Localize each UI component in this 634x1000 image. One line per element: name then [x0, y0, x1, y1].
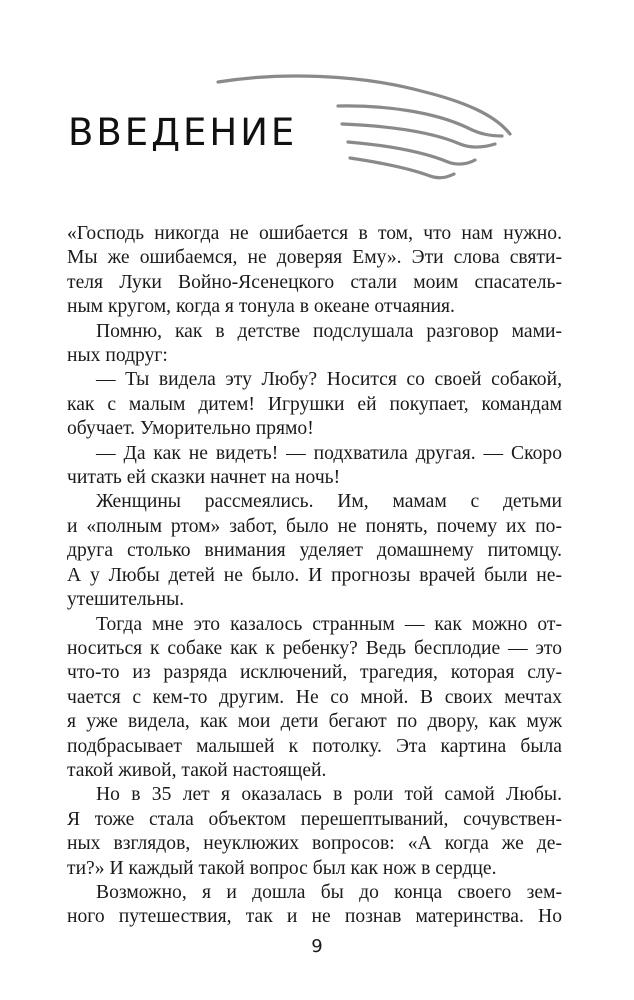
- page-number: 9: [311, 936, 323, 957]
- text-line: что-то из разряда исключений, трагедия, которая слу-: [67, 662, 562, 684]
- text-line: утешительны.: [67, 589, 185, 611]
- text-line: Возможно, я и дошла бы до конца своего зем-: [96, 881, 562, 903]
- text-line: Я тоже стала объектом перешептываний, сочувствен-: [67, 808, 562, 830]
- text-line: такой живой, такой настоящей.: [67, 759, 327, 781]
- text-line: ным кругом, когда я тонула в океане отчаяния.: [67, 296, 455, 318]
- text-line: теля Луки Войно-Ясенецкого стали моим спасатель-: [67, 271, 562, 293]
- text-line: Мы же ошибаемся, не доверяя Ему». Эти слова святи-: [67, 247, 562, 269]
- text-line: как с малым дитем! Игрушки ей покупает, командам: [67, 393, 562, 415]
- text-line: обучает. Уморительно прямо!: [67, 418, 314, 440]
- text-line: чается с кем-то другим. Не со мной. В своих мечтах: [67, 686, 562, 708]
- chapter-title: ВВЕДЕНИЕ: [68, 111, 298, 154]
- text-line: ти?» И каждый такой вопрос был как нож в сердце.: [67, 857, 497, 879]
- text-line: носиться к собаке как к ребенку? Ведь бесплодие — это: [67, 637, 562, 659]
- text-line: и «полным ртом» забот, было не понять, почему их по-: [67, 515, 562, 537]
- text-line: ных подруг:: [67, 345, 168, 367]
- body-text: [67, 222, 562, 930]
- text-line: я уже видела, как мои дети бегают по двору, как муж: [67, 711, 562, 733]
- text-line: Женщины рассмеялись. Им, мамам с детьми: [96, 491, 562, 513]
- text-line: ного путешествия, так и не познав материнства. Но: [67, 906, 562, 928]
- text-line: Но в 35 лет я оказалась в роли той самой Любы.: [96, 784, 562, 806]
- text-line: Помню, как в детстве подслушала разговор мами-: [96, 320, 562, 342]
- text-line: А у Любы детей не было. И прогнозы врачей были не-: [67, 564, 562, 586]
- text-line: «Господь никогда не ошибается в том, что нам нужно.: [67, 223, 562, 244]
- text-line: — Ты видела эту Любу? Носится со своей собакой,: [96, 369, 562, 391]
- text-line: подбрасывает малышей к потолку. Эта картина была: [67, 735, 562, 757]
- text-line: ных взглядов, неуклюжих вопросов: «А когда же де-: [67, 833, 562, 855]
- text-line: Тогда мне это казалось странным — как можно от-: [96, 613, 562, 635]
- text-line: друга столько внимания уделяет домашнему питомцу.: [67, 540, 562, 562]
- text-line: читать ей сказки начнет на ночь!: [67, 467, 341, 489]
- text-line: — Да как не видеть! — подхватила другая. — Скоро: [96, 442, 562, 464]
